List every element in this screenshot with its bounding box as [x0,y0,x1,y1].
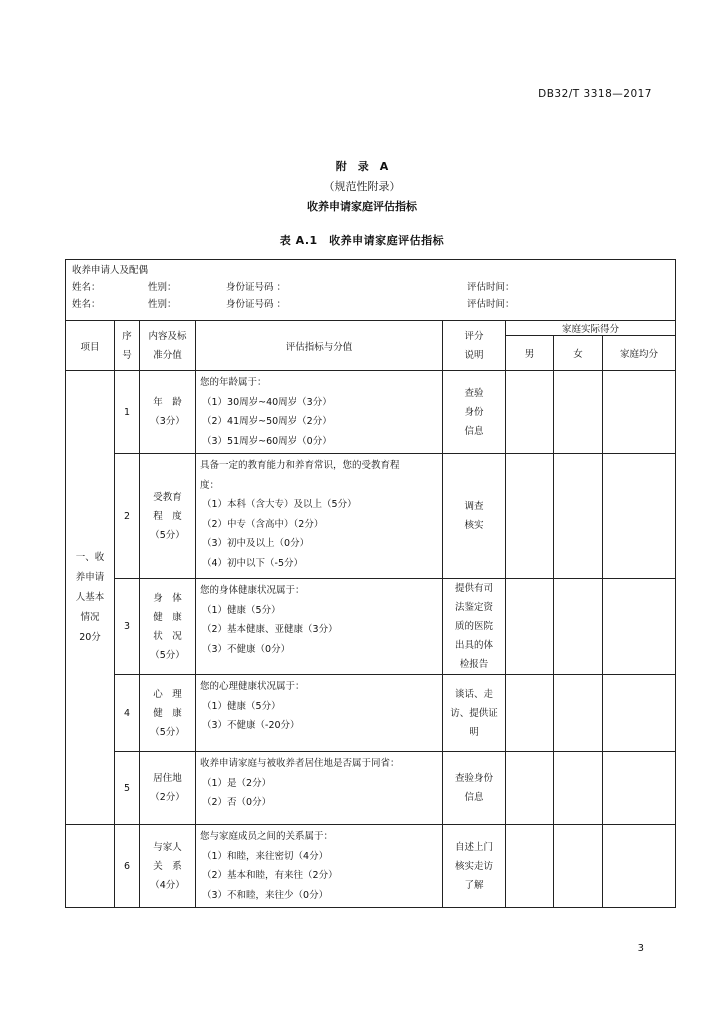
id-label: 身份证号码 ： [226,299,287,310]
note-line: 提供有司 [454,583,493,594]
id-label: 身份证号码 ： [226,282,287,293]
content-cell [140,454,196,579]
note-header-line: 说明 [464,349,484,361]
evaluation-table [65,259,676,908]
content-cell [140,675,196,752]
content-line: （3分） [150,416,185,427]
gender-label: 性别： [148,299,177,310]
criteria-cell [196,752,443,825]
content-cell [140,825,196,908]
score-female-cell[interactable] [554,579,603,675]
seq-header-line: 号 [122,349,132,361]
criteria-cell [196,454,443,579]
section-label-line: 养申请 [75,571,105,583]
seq-cell: 3 [115,579,140,675]
seq-cell: 6 [115,825,140,908]
col-actual-header: 家庭实际得分 [506,321,676,336]
table-row [66,579,676,675]
note-line: 信息 [464,792,484,803]
col-item-header: 项目 [66,321,115,371]
criteria-option: （1）健康（5分） [202,700,281,712]
note-cell [443,825,506,908]
name-label: 姓名： [72,299,101,310]
score-avg-cell[interactable] [603,752,676,825]
score-avg-cell[interactable] [603,371,676,454]
score-female-cell[interactable] [554,454,603,579]
criteria-line: 您的年龄属于： [200,377,267,388]
note-line: 法鉴定资 [454,602,493,613]
col-note-header [443,321,506,371]
criteria-option: （1）是（2分） [202,777,272,789]
note-line: 了解 [464,879,484,891]
criteria-option: （3）51周岁~60周岁（0分） [202,435,332,447]
section-label-line: 人基本 [75,591,105,603]
criteria-option: （3）不健康（0分） [202,643,291,655]
criteria-option: （2）41周岁~50周岁（2分） [202,416,332,427]
score-male-cell[interactable] [506,752,554,825]
col-avg-header: 家庭均分 [603,336,676,371]
appendix-title: 附 录 A [335,160,389,173]
table-title: 表 A.1 收养申请家庭评估指标 [279,234,445,247]
note-line: 检报告 [459,659,489,670]
criteria-option: （3）初中及以上（0分） [202,538,310,549]
criteria-option: （2）中专（含高中）（2分） [202,518,324,530]
gender-label: 性别： [148,282,177,293]
content-line: （5分） [150,726,185,738]
content-line: 身 体 [153,592,182,604]
name-label: 姓名： [72,282,101,293]
criteria-line: 您与家庭成员之间的关系属于： [200,831,334,842]
applicant-heading: 收养申请人及配偶 [72,265,149,276]
criteria-option: （4）初中以下（-5分） [202,557,304,569]
note-line: 访、提供证 [450,707,498,719]
score-male-cell[interactable] [506,825,554,908]
note-line: 核实走访 [454,860,493,872]
col-seq-header [115,321,140,371]
content-cell [140,752,196,825]
criteria-line: 收养申请家庭与被收养者居住地是否属于同省： [200,758,400,769]
content-line: 居住地 [153,773,182,784]
content-cell [140,579,196,675]
col-male-header: 男 [506,336,554,371]
criteria-option: （1）本科（含大专）及以上（5分） [202,499,357,510]
criteria-cell [196,825,443,908]
col-female-header: 女 [554,336,603,371]
note-line: 身份 [464,406,484,418]
section-label-line: 情况 [80,611,100,623]
score-female-cell[interactable] [554,675,603,752]
criteria-line: 具备一定的教育能力和养育常识，您的受教育程 [200,460,400,471]
score-male-cell[interactable] [506,371,554,454]
content-header-line: 准分值 [153,349,182,361]
note-line: 核实 [464,520,484,531]
content-line: 程 度 [153,510,182,522]
table-header-row [66,321,676,336]
appendix-nature: （规范性附录） [323,180,401,193]
content-line: 健 康 [153,611,182,623]
criteria-option: （3）不健康（-20分） [202,720,300,731]
note-cell [443,371,506,454]
content-line: （2分） [150,792,185,803]
col-content-header [140,321,196,371]
content-line: 与家人 [153,841,182,853]
col-criteria-header: 评估指标与分值 [196,321,443,371]
criteria-option: （1）30周岁~40周岁（3分） [202,396,332,408]
score-avg-cell[interactable] [603,675,676,752]
table-row [66,454,676,579]
criteria-option: （1）健康（5分） [202,604,281,616]
score-female-cell[interactable] [554,371,603,454]
content-line: 状 况 [153,630,182,642]
note-cell [443,675,506,752]
criteria-option: （2）否（0分） [202,797,272,808]
content-header-line: 内容及标 [148,330,187,342]
note-line: 出具的体 [454,640,493,651]
criteria-line: 度： [200,479,220,491]
applicant-row-2 [72,296,669,313]
score-avg-cell[interactable] [603,579,676,675]
criteria-cell [196,371,443,454]
criteria-option: （1）和睦，来往密切（4分） [202,850,329,862]
score-male-cell[interactable] [506,454,554,579]
score-male-cell[interactable] [506,675,554,752]
score-female-cell[interactable] [554,825,603,908]
note-header-line: 评分 [464,330,484,342]
score-female-cell[interactable] [554,752,603,825]
score-avg-cell[interactable] [603,825,676,908]
appendix-heading [0,157,724,217]
note-line: 质的医院 [454,621,493,632]
note-cell [443,579,506,675]
content-line: 心 理 [153,688,182,700]
seq-cell: 5 [115,752,140,825]
content-line: 健 康 [153,707,182,719]
applicant-info-row [66,260,676,321]
appendix-name: 收养申请家庭评估指标 [307,200,417,213]
table-row [66,825,676,908]
note-line: 自述上门 [454,841,493,853]
content-line: 关 系 [153,860,182,872]
table-row [66,752,676,825]
criteria-option: （3）不和睦，来往少（0分） [202,889,329,901]
note-line: 调查 [464,501,484,512]
seq-cell: 2 [115,454,140,579]
content-line: （5分） [150,649,185,661]
criteria-line: 您的身体健康状况属于： [200,585,305,596]
score-avg-cell[interactable] [603,454,676,579]
content-line: （5分） [150,529,185,541]
score-male-cell[interactable] [506,579,554,675]
eval-time-label: 评估时间： [467,282,515,293]
table-row [66,675,676,752]
table-row [66,371,676,454]
section-label-cell [66,825,115,908]
note-line: 查验 [464,387,484,399]
content-line: 年 龄 [153,397,182,408]
note-cell [443,752,506,825]
note-cell [443,454,506,579]
page-number: 3 [637,943,644,954]
section-label-cell [66,371,115,825]
note-line: 明 [469,726,479,738]
criteria-cell [196,579,443,675]
seq-cell: 1 [115,371,140,454]
applicant-row-1 [72,279,669,296]
content-line: 受教育 [153,491,182,503]
seq-header-line: 序 [122,330,132,342]
standard-code: DB32/T 3318—2017 [538,88,652,100]
criteria-line: 您的心理健康状况属于： [200,681,305,692]
content-line: （4分） [150,879,185,891]
criteria-option: （2）基本健康、亚健康（3分） [202,624,338,635]
note-line: 谈话、走 [454,688,493,700]
seq-cell: 4 [115,675,140,752]
eval-time-label: 评估时间： [467,299,515,310]
content-cell [140,371,196,454]
section-label-line: 20分 [79,631,101,643]
note-line: 查验身份 [454,773,493,784]
note-line: 信息 [464,425,484,437]
section-label-line: 一、收 [75,551,105,563]
criteria-option: （2）基本和睦，有来往（2分） [202,870,338,881]
criteria-cell [196,675,443,752]
